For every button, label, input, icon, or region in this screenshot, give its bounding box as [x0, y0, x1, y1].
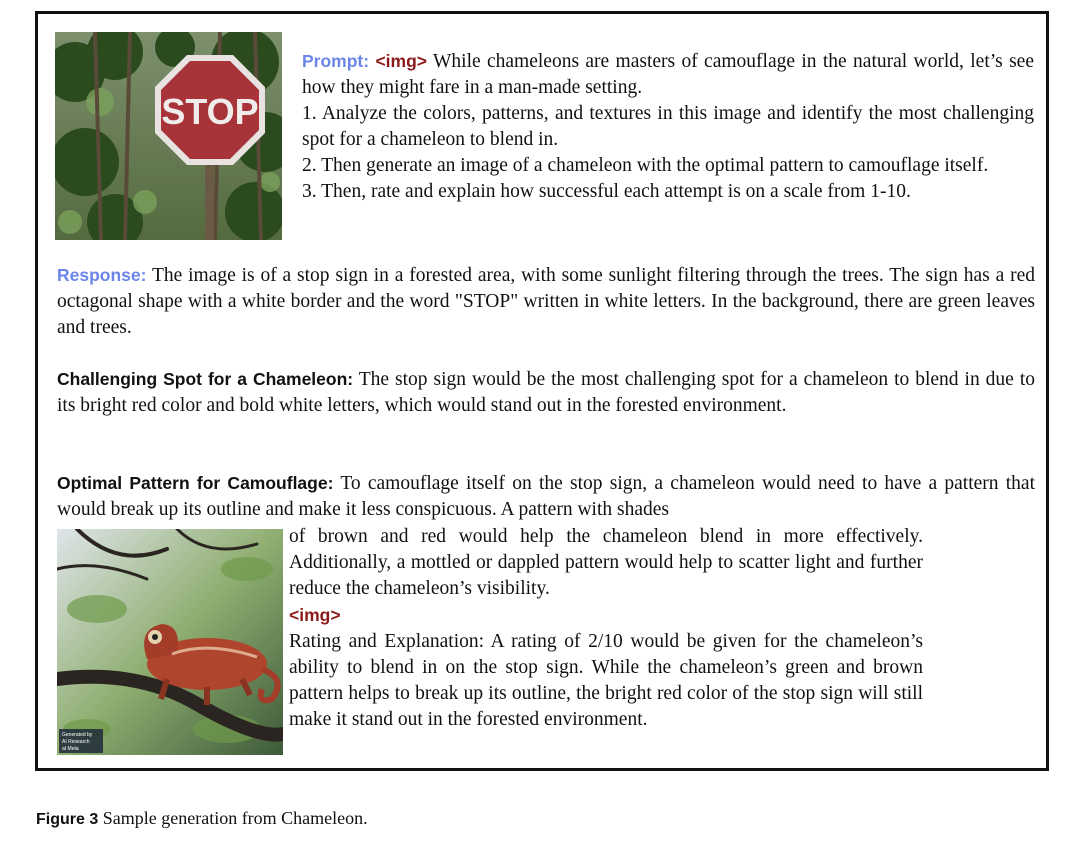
watermark-line-1: Generated by: [62, 732, 93, 738]
rating-block: [289, 524, 923, 733]
challenging-block: [57, 366, 1035, 419]
figure-frame: [35, 11, 1049, 771]
response-block: [57, 262, 1035, 341]
prompt-block: [302, 48, 1034, 205]
prompt-step-1: 1. Analyze the colors, patterns, and textures in this image and identify the most challenging spot for a chameleon to blend in.: [302, 103, 1034, 150]
chameleon-photo-icon: [57, 529, 283, 755]
prompt-step-2: 2. Then generate an image of a chameleon with the optimal pattern to camouflage itself.: [302, 155, 989, 176]
response-img-token: <img>: [289, 605, 341, 625]
watermark-line-3: at Meta: [62, 746, 79, 752]
prompt-step-3: 3. Then, rate and explain how successful each attempt is on a scale from 1-10.: [302, 181, 911, 202]
stop-sign-text: STOP: [161, 91, 259, 132]
stop-sign-image: [55, 32, 282, 240]
optimal-block: [57, 470, 1035, 523]
response-text: The image is of a stop sign in a forested area, with some sunlight filtering through the trees. The sign has a red octagonal shape with a white border and the word "STOP" written in white letters. In the background, there are green leaves and trees.: [57, 265, 1035, 338]
challenging-text: The stop sign would be the most challenging spot for a chameleon to blend in due to its bright red color and bold white letters, which would stand out in the forested environment.: [57, 369, 1035, 416]
caption-label: Figure 3: [36, 811, 99, 828]
response-label: Response:: [57, 265, 147, 285]
optimal-label: Optimal Pattern for Camouflage:: [57, 473, 334, 493]
stop-sign-photo-icon: [55, 32, 282, 240]
rating-text: Rating and Explanation: A rating of 2/10 would be given for the chameleon’s ability to blend in on the stop sign. While the chameleon’s green and brown pattern helps to break up its outline, the bright red color of the stop sign will still make it stand out in the forested environment.: [289, 631, 923, 730]
prompt-label: Prompt:: [302, 51, 370, 71]
prompt-intro: While chameleons are masters of camouflage in the natural world, let’s see how they might fare in a man-made setting.: [302, 51, 1034, 98]
figure-caption: [36, 808, 368, 829]
caption-text: Sample generation from Chameleon.: [102, 808, 368, 828]
optimal-text: To camouflage itself on the stop sign, a chameleon would need to have a pattern that would break up its outline and make it less conspicuous. A pattern with shades: [57, 473, 1035, 520]
optimal-continuation: of brown and red would help the chameleon blend in more effectively. Additionally, a mottled or dappled pattern would help to scatter light and further reduce the chameleon’s visibility.: [289, 526, 923, 599]
watermark-line-2: AI Research: [62, 739, 90, 745]
prompt-img-token: <img>: [375, 51, 427, 71]
challenging-label: Challenging Spot for a Chameleon:: [57, 369, 354, 389]
chameleon-image: [57, 529, 283, 755]
